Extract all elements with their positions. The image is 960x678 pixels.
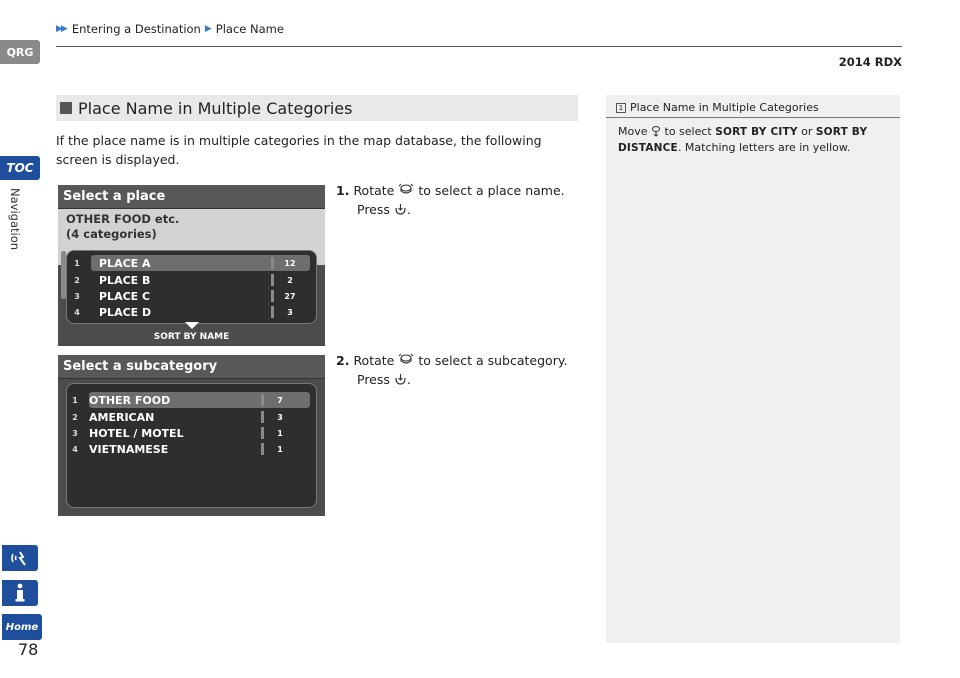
row-count: 1 <box>277 428 283 438</box>
sort-down-arrow-icon <box>185 322 199 329</box>
list-item[interactable] <box>74 255 310 271</box>
interface-dial-press-icon <box>394 373 407 386</box>
subcategory-list <box>66 383 317 508</box>
row-count: 2 <box>287 275 293 285</box>
row-name: PLACE A <box>99 256 151 270</box>
row-separator <box>261 427 264 439</box>
row-number: 1 <box>74 258 80 268</box>
row-number: 2 <box>72 412 78 422</box>
page-number: 78 <box>18 640 39 659</box>
row-name: PLACE B <box>99 273 151 287</box>
breadcrumb-item-entering-destination[interactable]: Entering a Destination <box>71 22 201 36</box>
row-number: 2 <box>74 275 80 285</box>
list-item[interactable] <box>72 392 310 408</box>
breadcrumb-item-place-name[interactable]: Place Name <box>215 22 284 36</box>
interface-dial-rotate-icon <box>398 183 414 197</box>
select-subcategory-screen <box>58 355 325 516</box>
row-name: OTHER FOOD <box>89 393 171 407</box>
row-name: VIETNAMESE <box>89 442 169 456</box>
list-item[interactable] <box>74 272 310 288</box>
row-count: 7 <box>277 395 283 405</box>
section-heading <box>56 95 578 121</box>
row-separator <box>271 290 274 302</box>
breadcrumb-arrow-icon: ▶▶ <box>56 24 66 34</box>
row-name: AMERICAN <box>89 410 155 424</box>
row-name: PLACE C <box>99 289 151 303</box>
toc-tab[interactable]: TOC <box>0 156 40 180</box>
step-number: 2. <box>336 353 350 368</box>
row-name: PLACE D <box>99 305 152 319</box>
select-place-screen <box>58 185 325 346</box>
step-action-text: to select a subcategory. <box>418 353 568 368</box>
list-item[interactable] <box>72 409 310 425</box>
step-number: 1. <box>336 183 350 198</box>
step-action-text: to select a place name. <box>418 183 565 198</box>
list-item[interactable] <box>72 425 310 441</box>
list-item[interactable] <box>74 288 310 304</box>
breadcrumb-arrow-icon: ▶ <box>204 24 210 34</box>
row-number: 4 <box>72 444 78 454</box>
interface-dial-press-icon <box>394 203 407 216</box>
step-1 <box>336 181 586 219</box>
note-or-text: or <box>801 125 813 138</box>
sort-by-distance-option: SORT BY DISTANCE <box>618 126 868 154</box>
row-name: HOTEL / MOTEL <box>89 426 184 440</box>
row-number: 4 <box>74 307 80 317</box>
step-period: . <box>406 372 411 387</box>
note-header <box>606 95 900 118</box>
row-separator <box>271 274 274 286</box>
row-count: 3 <box>287 307 293 317</box>
note-move-text: Move <box>618 125 648 138</box>
screen-title: Select a place <box>58 185 325 209</box>
row-count: 3 <box>277 412 283 422</box>
row-separator <box>271 306 274 318</box>
screen-title: Select a subcategory <box>58 355 325 379</box>
row-separator <box>261 443 264 455</box>
place-list <box>66 250 317 324</box>
row-number: 1 <box>72 395 78 405</box>
row-number: 3 <box>72 428 78 438</box>
home-icon[interactable]: Home <box>2 614 42 640</box>
row-count: 12 <box>284 258 296 268</box>
breadcrumb <box>56 22 284 36</box>
note-body <box>606 118 900 162</box>
note-panel <box>606 95 900 643</box>
section-side-label: Navigation <box>8 188 22 251</box>
interface-dial-rotate-icon <box>398 353 414 367</box>
voice-command-icon[interactable] <box>2 545 38 571</box>
row-separator <box>261 394 264 406</box>
qrg-tab[interactable]: QRG <box>0 40 40 64</box>
model-label: 2014 RDX <box>838 55 902 69</box>
note-reference-icon: 1 <box>616 103 626 113</box>
step-rotate-text: Rotate <box>353 183 395 198</box>
header-divider <box>56 46 902 47</box>
intro-paragraph: If the place name is in multiple categories in the map database, the following screen is displayed. <box>56 133 542 167</box>
sort-by-city-option: SORT BY CITY <box>715 126 798 138</box>
list-item[interactable] <box>72 441 310 457</box>
row-count: 27 <box>284 291 296 301</box>
step-2 <box>336 351 586 389</box>
row-separator <box>271 257 274 269</box>
interface-dial-move-icon <box>651 125 661 137</box>
sort-by-name-label[interactable]: SORT BY NAME <box>153 332 230 342</box>
section-bullet-icon <box>60 102 72 114</box>
step-press-text: Press <box>357 202 390 217</box>
subtitle-line-2: (4 categories) <box>66 227 157 241</box>
row-separator <box>261 411 264 423</box>
section-title: Place Name in Multiple Categories <box>78 98 353 118</box>
subtitle-line-1: OTHER FOOD etc. <box>66 212 180 226</box>
row-number: 3 <box>74 291 80 301</box>
note-tail-text: . Matching letters are in yellow. <box>677 141 851 154</box>
info-icon[interactable] <box>2 580 38 606</box>
step-press-text: Press <box>357 372 390 387</box>
list-item[interactable] <box>74 304 310 320</box>
note-to-select-text: to select <box>664 125 712 138</box>
step-rotate-text: Rotate <box>353 353 395 368</box>
note-title: Place Name in Multiple Categories <box>630 101 819 114</box>
row-count: 1 <box>277 444 283 454</box>
step-period: . <box>406 202 411 217</box>
